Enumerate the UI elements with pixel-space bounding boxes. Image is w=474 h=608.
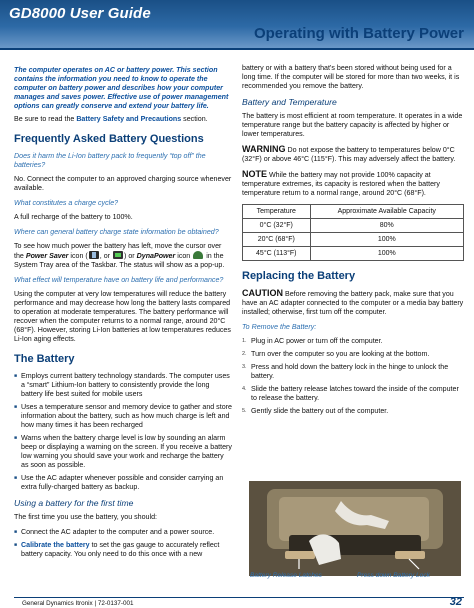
list-item: 5. Gently slide the battery out of the computer. [242, 407, 389, 415]
table-header-row [243, 205, 464, 219]
header-divider [0, 48, 474, 50]
caution-label: CAUTION [242, 288, 283, 298]
faq-heading: Frequently Asked Battery Questions [14, 133, 204, 145]
footer-divider [14, 597, 464, 598]
left-column [14, 66, 232, 564]
table-cell: 100% [310, 247, 463, 261]
battery-feature-list [14, 372, 232, 492]
table-row [243, 247, 464, 261]
faq-question-2: What constitutes a charge cycle? [14, 199, 119, 207]
faq-question-4: What effect will temperature have on battery life and performance? [14, 276, 224, 284]
table-header: Temperature [243, 205, 311, 219]
list-item: ■ Connect the AC adapter to the computer and a power source. [14, 528, 232, 537]
table-cell: 0°C (32°F) [243, 219, 311, 233]
temperature-heading: Battery and Temperature [242, 97, 337, 107]
remove-steps-list [242, 337, 464, 416]
list-item: ■ Use the AC adapter whenever possible and consider carrying an extra fully-charged battery as backup. [14, 474, 232, 492]
footer-company: General Dynamics Itronix | 72-0137-001 [22, 600, 134, 607]
first-time-list [14, 528, 232, 559]
dynapower-icon [193, 251, 203, 259]
faq-answer-2: A full recharge of the battery to 100%. [14, 213, 133, 221]
table-row [243, 233, 464, 247]
warning-note: WARNING Do not expose the battery to temperatures below 0°C (32°F) or above 46°C (115°F). This may adversely affect the battery. [242, 144, 456, 163]
list-item: ■ Calibrate the battery to set the gas gauge to accurately reflect battery capacity. You only need to do this once with a new [14, 541, 232, 559]
list-item: 1. Plug in AC power or turn off the computer. [242, 337, 383, 345]
battery-removal-illustration [249, 481, 461, 576]
temperature-table [242, 204, 464, 261]
battery-icon [113, 251, 123, 259]
guide-title: GD8000 User Guide [9, 5, 151, 22]
list-item: ■ Warns when the battery charge level is low by sounding an alarm beep or displaying a warning on the screen. If you receive a battery low warning you should save your work and recharge the battery as soon as possible. [14, 434, 232, 470]
list-item: ■ Employs current battery technology standards. The computer uses a “smart” Lithium-Ion battery to consistently provide the long battery life best suited for mobile users [14, 372, 232, 399]
note-label: NOTE [242, 169, 268, 179]
page-number: 32 [449, 596, 462, 608]
replace-heading: Replacing the Battery [242, 270, 356, 282]
list-item: ■ Uses a temperature sensor and memory device to gather and store information about the battery, such as how much charge is left and how many times it has been recharged [14, 403, 232, 430]
battery-removal-photo [249, 481, 461, 576]
note-paragraph: NOTE While the battery may not provide 100% capacity at temperature extremes, its capacity is restored when the battery temperature return to a normal range, around 20°C (68°F). [242, 169, 440, 197]
table-cell: 45°C (113°F) [243, 247, 311, 261]
continuation-paragraph: battery or with a battery that’s been stored without being used for a long time. If the computer will be stored for more than two weeks, it is recommended you remove the battery. [242, 64, 460, 90]
faq-question-1: Does it harm the Li-Ion battery pack to frequently “top off” the batteries? [14, 152, 206, 169]
right-column [242, 64, 464, 421]
warning-label: WARNING [242, 144, 286, 154]
temperature-paragraph: The battery is most efficient at room temperature. It operates in a wide temperature range but the battery capacity is affected by higher or lower temperatures. [242, 112, 463, 138]
calibrate-battery-link[interactable]: Calibrate the battery [21, 541, 90, 549]
first-time-intro: The first time you use the battery, you should: [14, 513, 157, 521]
intro-paragraph: The computer operates on AC or battery power. This section contains the information you need to know to operate the computer on battery power and describes how your computer manages and saves power. Effective use of power management options can greatly conserve and extend your battery life. [14, 66, 229, 110]
table-cell: 100% [310, 233, 463, 247]
remove-heading: To Remove the Battery: [242, 323, 317, 331]
table-header: Approximate Available Capacity [310, 205, 463, 219]
caution-paragraph: CAUTION Before removing the battery pack, make sure that you have an AC adapter connected to the computer or a media bay battery installed; otherwise, first turn off the computer. [242, 288, 464, 316]
table-cell: 80% [310, 219, 463, 233]
power-saver-icon [89, 251, 99, 259]
caption-battery-lock: Press down Battery Lock [357, 572, 430, 579]
list-item: 3. Press and hold down the battery lock in the hinge to unlock the battery. [242, 363, 449, 380]
battery-heading: The Battery [14, 353, 75, 365]
faq-answer-4: Using the computer at very low temperatures will reduce the battery performance and may decrease how long the battery lasts compared to operation at moderate temperatures. The battery performance will recover when the computer returns to a normal range, around 20°C (68°F). However, storing Li-Ion batteries at low temperatures reduces Li-Ion aging effects. [14, 290, 231, 343]
first-time-heading: Using a battery for the first time [14, 498, 134, 508]
see-also-paragraph: Be sure to read the Battery Safety and Precautions section. [14, 115, 208, 123]
faq-answer-1: No. Connect the computer to an approved charging source whenever available. [14, 175, 232, 192]
battery-safety-link[interactable]: Battery Safety and Precautions [76, 115, 182, 123]
list-item: 4. Slide the battery release latches toward the inside of the computer to release the battery. [242, 385, 459, 402]
table-cell: 20°C (68°F) [243, 233, 311, 247]
caption-release-latches: Battery Release Latches [250, 572, 322, 579]
list-item: 2. Turn over the computer so you are looking at the bottom. [242, 350, 430, 358]
faq-answer-3: To see how much power the battery has left, move the cursor over the Power Saver icon ( , or ) or DynaPower icon in the System Tray area of the Taskbar. The status will show as a pop-up. [14, 242, 225, 269]
page-title: Operating with Battery Power [253, 25, 464, 42]
table-row [243, 219, 464, 233]
faq-question-3: Where can general battery charge state information be obtained? [14, 228, 219, 236]
